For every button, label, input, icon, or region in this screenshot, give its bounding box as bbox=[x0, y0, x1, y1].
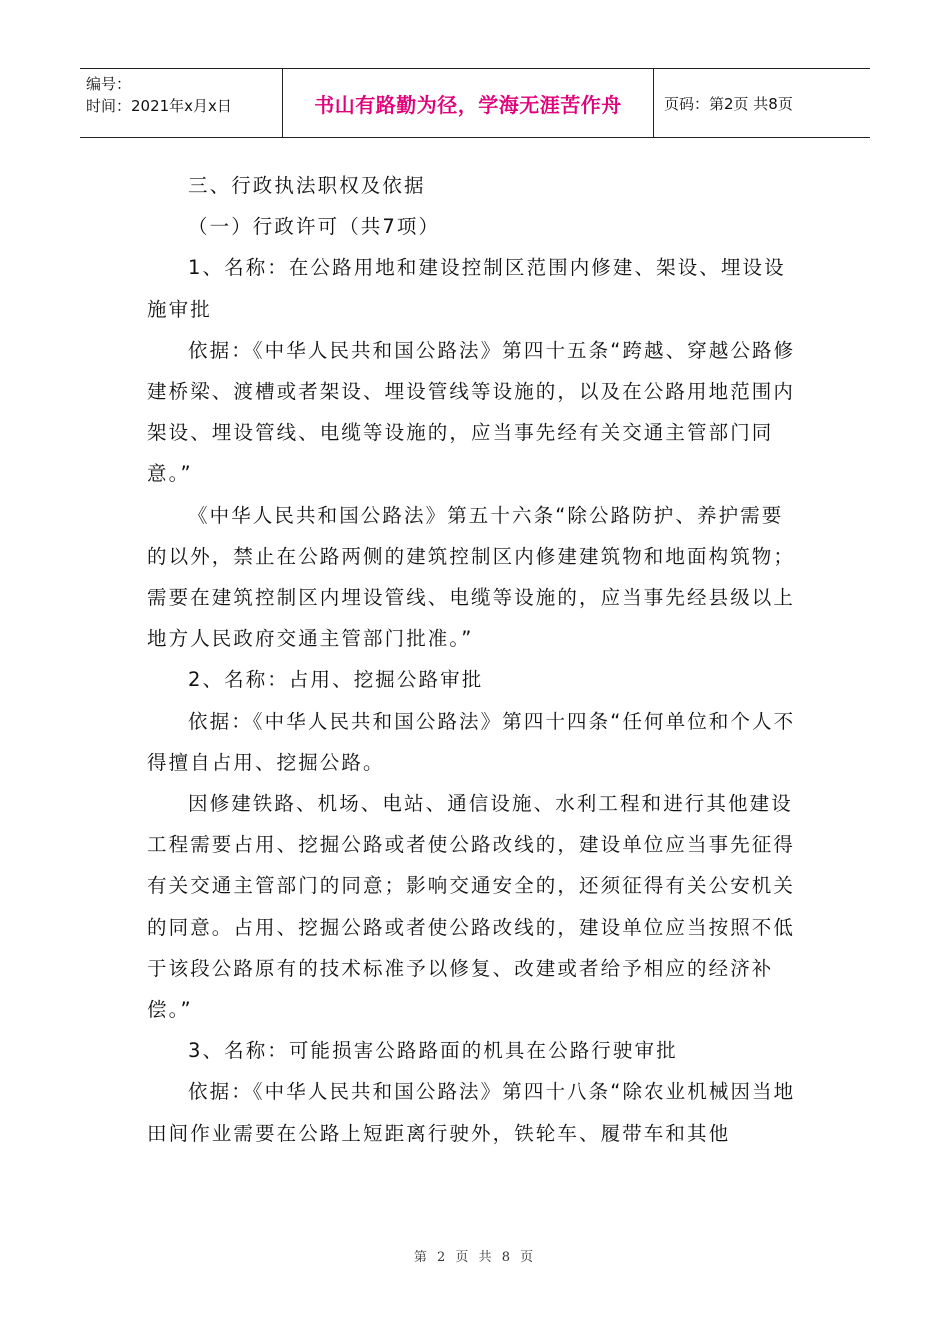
header-meta bbox=[80, 69, 282, 137]
header-page-info: 页码：第2页 共8页 bbox=[664, 94, 793, 113]
item-2-name: 2、名称：占用、挖掘公路审批 bbox=[188, 668, 484, 692]
section-title: 三、行政执法职权及依据 bbox=[188, 174, 426, 197]
document-number-label: 编号： bbox=[86, 75, 132, 93]
document-date: 时间：2021年x月x日 bbox=[86, 97, 232, 115]
item-3-basis-paragraph: 依据：《中华人民共和国公路法》第四十八条“除农业机械因当地田间作业需要在公路上短距离行驶外，铁轮车、履带车和其他 bbox=[147, 1080, 796, 1145]
document-body bbox=[147, 165, 799, 1154]
item-2-basis-paragraph: 依据：《中华人民共和国公路法》第四十四条“任何单位和个人不得擅自占用、挖掘公路。 bbox=[147, 709, 796, 774]
subsection-title: （一）行政许可（共7项） bbox=[188, 215, 441, 239]
item-3-name: 3、名称：可能损害公路路面的机具在公路行驶审批 bbox=[188, 1039, 678, 1063]
page-header bbox=[80, 68, 870, 138]
item-1-basis-paragraph: 依据：《中华人民共和国公路法》第四十五条“跨越、穿越公路修建桥梁、渡槽或者架设、埋设管线等设施的，以及在公路用地范围内架设、埋设管线、电缆等设施的，应当事先经有关交通主管部门同意。” bbox=[147, 338, 796, 486]
header-motto: 书山有路勤为径，学海无涯苦作舟 bbox=[282, 69, 654, 137]
item-2-basis-paragraph-2: 因修建铁路、机场、电站、通信设施、水利工程和进行其他建设工程需要占用、挖掘公路或者使公路改线的，建设单位应当事先征得有关交通主管部门的同意；影响交通安全的，还须征得有关公安机关的同意。占用、挖掘公路或者使公路改线的，建设单位应当按照不低于该段公路原有的技术标准予以修复、改建或者给予相应的经济补偿。” bbox=[147, 792, 796, 1022]
item-1-basis-paragraph-2: 《中华人民共和国公路法》第五十六条“除公路防护、养护需要的以外，禁止在公路两侧的建筑控制区内修建建筑物和地面构筑物；需要在建筑控制区内埋设管线、电缆等设施的，应当事先经县级以上地方人民政府交通主管部门批准。” bbox=[147, 503, 796, 651]
page-footer: 第 2 页 共 8 页 bbox=[413, 1250, 537, 1265]
item-1-name: 1、名称：在公路用地和建设控制区范围内修建、架设、埋设设施审批 bbox=[147, 256, 786, 321]
